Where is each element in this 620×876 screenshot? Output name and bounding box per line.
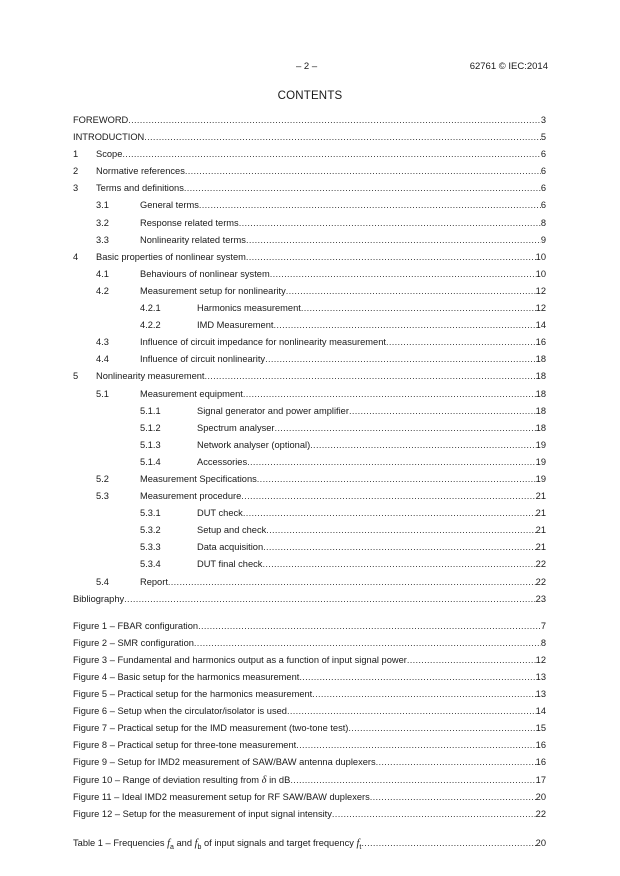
toc-number: 5.3.3 — [140, 542, 161, 553]
toc-number: 5.1.1 — [140, 405, 161, 416]
standard-reference: 62761 © IEC:2014 — [469, 61, 548, 72]
toc-number: 4.2.2 — [140, 320, 161, 331]
toc-title: Measurement equipment — [140, 388, 243, 399]
toc-entry-bibliography[interactable] — [73, 592, 546, 609]
figure-title: Figure 1 – FBAR configuration — [73, 620, 199, 631]
toc-title: DUT final check — [197, 559, 263, 570]
figure-entry[interactable] — [73, 790, 546, 807]
figure-entry[interactable] — [73, 807, 546, 824]
toc-entry[interactable] — [73, 421, 546, 438]
figure-entry[interactable] — [73, 704, 546, 721]
toc-title: Measurement setup for nonlinearity — [140, 285, 286, 296]
figure-page: 7 — [540, 620, 546, 631]
figure-page: 12 — [535, 654, 546, 665]
figure-entry[interactable] — [73, 738, 546, 755]
toc-entry[interactable] — [73, 301, 546, 318]
toc-number: 4.2.1 — [140, 303, 161, 314]
figure-entry[interactable] — [73, 636, 546, 653]
toc-page: 18 — [535, 371, 546, 382]
toc-number: 4.3 — [96, 337, 109, 348]
toc-page: 18 — [535, 354, 546, 365]
subscript: b — [197, 843, 202, 851]
toc-entry[interactable] — [73, 198, 546, 215]
toc-page: 6 — [540, 166, 546, 177]
toc-entry[interactable] — [73, 506, 546, 523]
toc-number: 3 — [73, 183, 79, 194]
toc-page: 8 — [540, 217, 546, 228]
figure-page: 15 — [535, 723, 546, 734]
toc-entry[interactable] — [73, 369, 546, 386]
figure-entry[interactable] — [73, 773, 546, 790]
toc-page: 6 — [540, 200, 546, 211]
toc-entry[interactable] — [73, 233, 546, 250]
toc-entry[interactable] — [73, 489, 546, 506]
toc-number: 3.2 — [96, 217, 109, 228]
subscript: a — [169, 843, 174, 851]
toc-title: Measurement procedure — [140, 491, 242, 502]
toc-title: Normative references — [96, 166, 185, 177]
toc-number: 5.4 — [96, 576, 109, 587]
table-title-part: and — [173, 837, 195, 848]
toc-page: 19 — [535, 473, 546, 484]
toc-entry[interactable] — [73, 438, 546, 455]
figure-entry[interactable] — [73, 755, 546, 772]
figure-page: 8 — [540, 637, 546, 648]
toc-entry[interactable] — [73, 147, 546, 164]
toc-title: Influence of circuit nonlinearity — [140, 354, 266, 365]
subscript: t — [359, 843, 362, 851]
toc-page: 18 — [535, 422, 546, 433]
toc-entry[interactable] — [73, 540, 546, 557]
figure-page: 13 — [535, 672, 546, 682]
figure-page: 20 — [535, 791, 546, 802]
toc-page: 12 — [535, 303, 546, 314]
toc-page: 23 — [535, 593, 546, 604]
toc-number: 5.1.3 — [140, 439, 161, 450]
toc-title: Bibliography — [73, 593, 125, 604]
table-title-part: Table 1 – Frequencies — [73, 837, 168, 848]
toc-entry[interactable] — [73, 284, 546, 301]
spacer — [73, 824, 546, 836]
toc-page: 21 — [535, 491, 546, 502]
toc-entry[interactable] — [73, 216, 546, 233]
toc-page: 16 — [535, 337, 546, 348]
toc-number: 4.2 — [96, 285, 109, 296]
toc-entry-introduction[interactable] — [73, 130, 546, 147]
toc-number: 5 — [73, 371, 79, 382]
toc-title: IMD Measurement — [197, 320, 274, 331]
toc-title: Response related terms — [140, 217, 239, 228]
toc-number: 5.1.2 — [140, 422, 161, 433]
toc-entry-foreword[interactable] — [73, 113, 546, 130]
toc-title: INTRODUCTION — [73, 132, 145, 143]
toc-number: 5.2 — [96, 473, 109, 484]
toc-number: 3.3 — [96, 234, 109, 245]
toc-title: Nonlinearity related terms — [140, 234, 246, 245]
toc-number: 5.3.4 — [140, 559, 161, 570]
toc-page: 22 — [535, 559, 546, 570]
figure-entry[interactable] — [73, 653, 546, 670]
toc-number: 5.3.2 — [140, 525, 161, 536]
frequency-symbol: f — [356, 837, 360, 849]
toc-title: Harmonics measurement — [197, 303, 301, 314]
toc-entry[interactable] — [73, 575, 546, 592]
toc-page: 22 — [535, 576, 546, 587]
toc-title: Network analyser (optional) — [197, 439, 311, 450]
toc-title: DUT check — [197, 508, 243, 519]
toc-entry[interactable] — [73, 250, 546, 267]
toc-title: Nonlinearity measurement — [96, 371, 205, 382]
toc-entry[interactable] — [73, 387, 546, 404]
figure-title-part: in dB — [266, 774, 291, 785]
figure-title: Figure 7 – Practical setup for the IMD measurement (two-tone test) — [73, 723, 349, 734]
figure-title: Figure 5 – Practical setup for the harmonics measurement — [73, 689, 313, 700]
toc-page: 14 — [535, 320, 546, 331]
toc-number: 4 — [73, 251, 79, 262]
toc-number: 4.1 — [96, 268, 109, 279]
figure-title: Figure 11 – Ideal IMD2 measurement setup for RF SAW/BAW duplexers — [73, 791, 370, 802]
toc-page: 21 — [535, 542, 546, 553]
toc-number: 1 — [73, 149, 79, 160]
toc-title: Setup and check — [197, 525, 267, 536]
figure-page: 17 — [535, 774, 546, 785]
toc-title: Terms and definitions — [96, 183, 184, 194]
toc-title: Accessories — [197, 456, 248, 467]
table-entry[interactable] — [73, 836, 546, 853]
figure-entry[interactable] — [73, 687, 546, 704]
figure-page: 14 — [535, 706, 546, 717]
frequency-symbol: f — [167, 837, 170, 849]
figure-title-part: Figure 10 – Range of deviation resulting from — [73, 774, 262, 785]
toc-page: 21 — [535, 525, 546, 536]
figure-title: Figure 6 – Setup when the circulator/isolator is used — [73, 706, 287, 717]
toc-title: Scope — [96, 149, 123, 160]
toc-page: 10 — [535, 268, 546, 279]
figure-page: 22 — [535, 808, 546, 819]
toc-page: 21 — [535, 508, 546, 519]
contents-title: CONTENTS — [277, 90, 343, 102]
toc-title: Basic properties of nonlinear system — [96, 251, 246, 262]
toc-page: 18 — [535, 388, 546, 399]
toc-title: Data acquisition — [197, 542, 264, 553]
toc-entry[interactable] — [73, 472, 546, 489]
toc-entry[interactable] — [73, 352, 546, 369]
toc-entry[interactable] — [73, 164, 546, 181]
toc-title: Behaviours of nonlinear system — [140, 268, 270, 279]
toc-page: 9 — [540, 234, 546, 245]
toc-title: FOREWORD — [73, 115, 129, 125]
toc-title: Influence of circuit impedance for nonlinearity measurement — [140, 337, 386, 348]
spacer — [73, 609, 546, 619]
figure-entry[interactable] — [73, 670, 546, 687]
toc-entry[interactable] — [73, 267, 546, 284]
table-title — [73, 836, 361, 855]
delta-symbol: δ — [261, 774, 267, 786]
toc-entry[interactable] — [73, 557, 546, 574]
figure-entry[interactable] — [73, 721, 546, 738]
toc-title: Report — [140, 576, 168, 587]
toc-number: 4.4 — [96, 354, 109, 365]
toc-page: 19 — [535, 439, 546, 450]
toc-entry[interactable] — [73, 335, 546, 352]
figure-entry[interactable] — [73, 619, 546, 636]
toc-number: 2 — [73, 166, 79, 177]
toc-entry[interactable] — [73, 523, 546, 540]
toc-number: 5.3 — [96, 491, 109, 502]
toc-page: 3 — [540, 115, 546, 125]
figure-title: Figure 8 – Practical setup for three-tone measurement — [73, 740, 297, 751]
figure-title: Figure 9 – Setup for IMD2 measurement of SAW/BAW antenna duplexers — [73, 757, 376, 768]
table-title-part: of input signals and target frequency — [201, 837, 357, 848]
figure-page: 16 — [535, 740, 546, 751]
toc-page: 18 — [535, 405, 546, 416]
toc-title: General terms — [140, 200, 199, 211]
toc-page: 5 — [540, 132, 546, 143]
figure-title: Figure 12 – Setup for the measurement of input signal intensity — [73, 808, 332, 819]
toc-entry[interactable] — [73, 404, 546, 421]
page-number: – 2 – — [296, 61, 318, 72]
figure-page: 13 — [535, 689, 546, 700]
toc-page: 10 — [535, 251, 546, 262]
toc-entry[interactable] — [73, 318, 546, 335]
frequency-symbol: f — [194, 837, 198, 849]
figure-page: 16 — [535, 757, 546, 768]
toc-page: 19 — [535, 456, 546, 467]
figure-title: Figure 3 – Fundamental and harmonics output as a function of input signal power — [73, 654, 407, 665]
toc-number: 3.1 — [96, 200, 109, 211]
toc-page: 12 — [535, 285, 546, 296]
figure-title — [73, 773, 290, 788]
toc-page: 6 — [540, 183, 546, 194]
toc-title: Spectrum analyser — [197, 422, 275, 433]
toc-entry[interactable] — [73, 455, 546, 472]
toc-title: Measurement Specifications — [140, 473, 257, 484]
toc-title: Signal generator and power amplifier — [197, 405, 349, 416]
table-of-contents — [73, 113, 546, 853]
toc-number: 5.1 — [96, 388, 109, 399]
figure-title: Figure 4 – Basic setup for the harmonics measurement — [73, 672, 300, 682]
table-page: 20 — [535, 837, 546, 848]
toc-number: 5.3.1 — [140, 508, 161, 519]
figure-title: Figure 2 – SMR configuration — [73, 637, 194, 648]
toc-page: 6 — [540, 149, 546, 160]
toc-entry[interactable] — [73, 181, 546, 198]
toc-number: 5.1.4 — [140, 456, 161, 467]
